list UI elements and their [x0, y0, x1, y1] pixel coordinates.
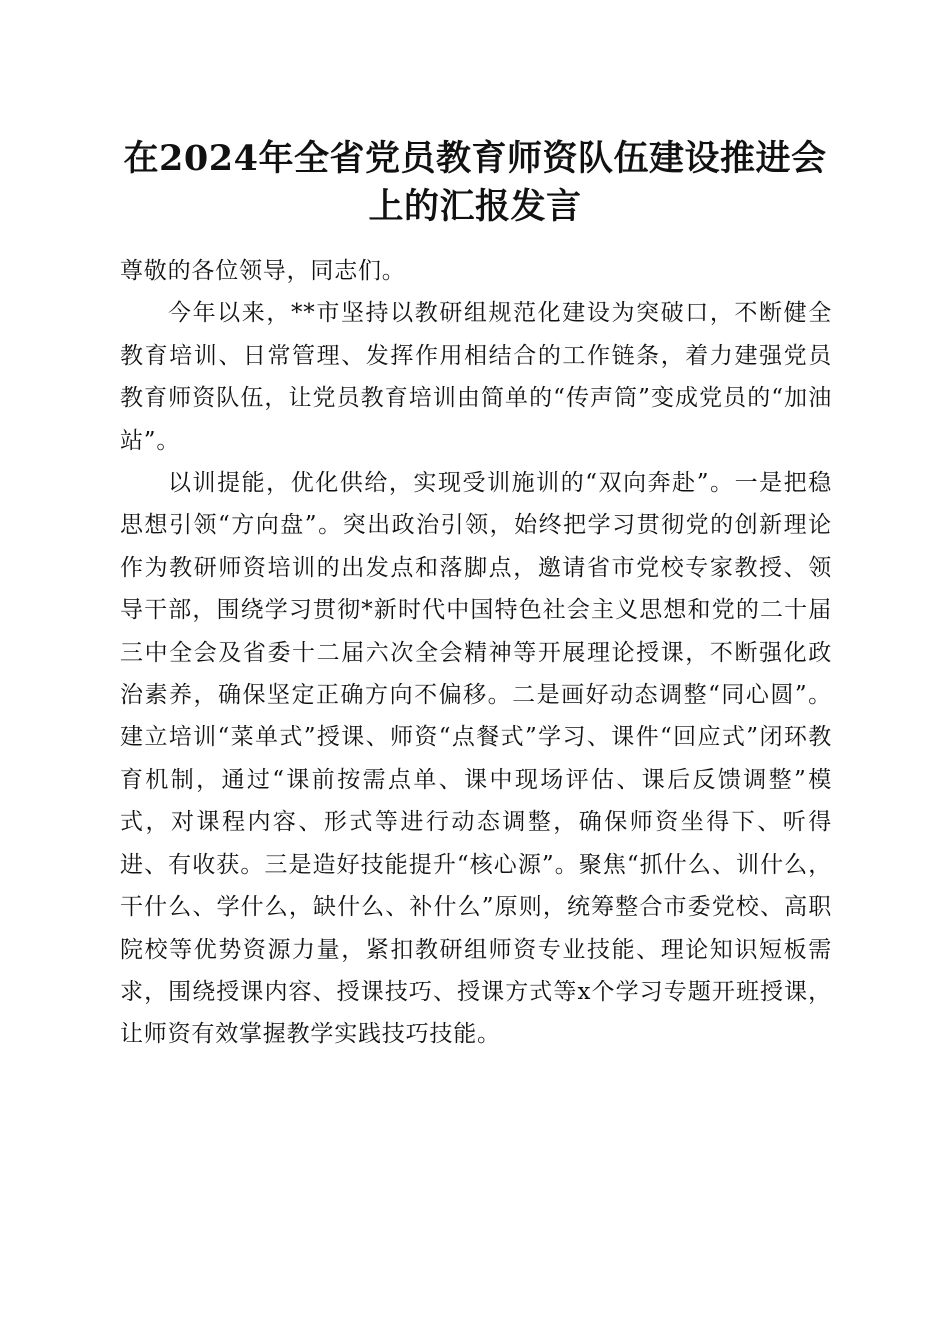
document-title — [90, 135, 860, 231]
title-line-1: 在2024年全省党员教育师资队伍建设推进会 — [123, 138, 827, 179]
document-body — [120, 250, 832, 1056]
title-line-2: 上的汇报发言 — [368, 186, 582, 227]
salutation: 尊敬的各位领导，同志们。 — [120, 258, 406, 284]
paragraph-training: 以训提能，优化供给，实现受训施训的“双向奔赴”。一是把稳思想引领“方向盘”。突出政治引领，始终把学习贯彻党的创新理论作为教研师资培训的出发点和落脚点，邀请省市党校专家教授、领导干部，围绕学习贯彻*新时代中国特色社会主义思想和党的二十届三中全会及省委十二届六次全会精神等开展理论授课，不断强化政治素养，确保坚定正确方向不偏移。二是画好动态调整“同心圆”。建立培训“菜单式”授课、师资“点餐式”学习、课件“回应式”闭环教育机制，通过“课前按需点单、课中现场评估、课后反馈调整”模式，对课程内容、形式等进行动态调整，确保师资坐得下、听得进、有收获。三是造好技能提升“核心源”。聚焦“抓什么、训什么，干什么、学什么，缺什么、补什么”原则，统筹整合市委党校、高职院校等优势资源力量，紧扣教研组师资专业技能、理论知识短板需求，围绕授课内容、授课技巧、授课方式等x个学习专题开班授课，让师资有效掌握教学实践技巧技能。 — [120, 470, 832, 1048]
paragraph-intro: 今年以来，**市坚持以教研组规范化建设为突破口，不断健全教育培训、日常管理、发挥作用相结合的工作链条，着力建强党员教育师资队伍，让党员教育培训由简单的“传声筒”变成党员的“加油站”。 — [120, 300, 832, 454]
